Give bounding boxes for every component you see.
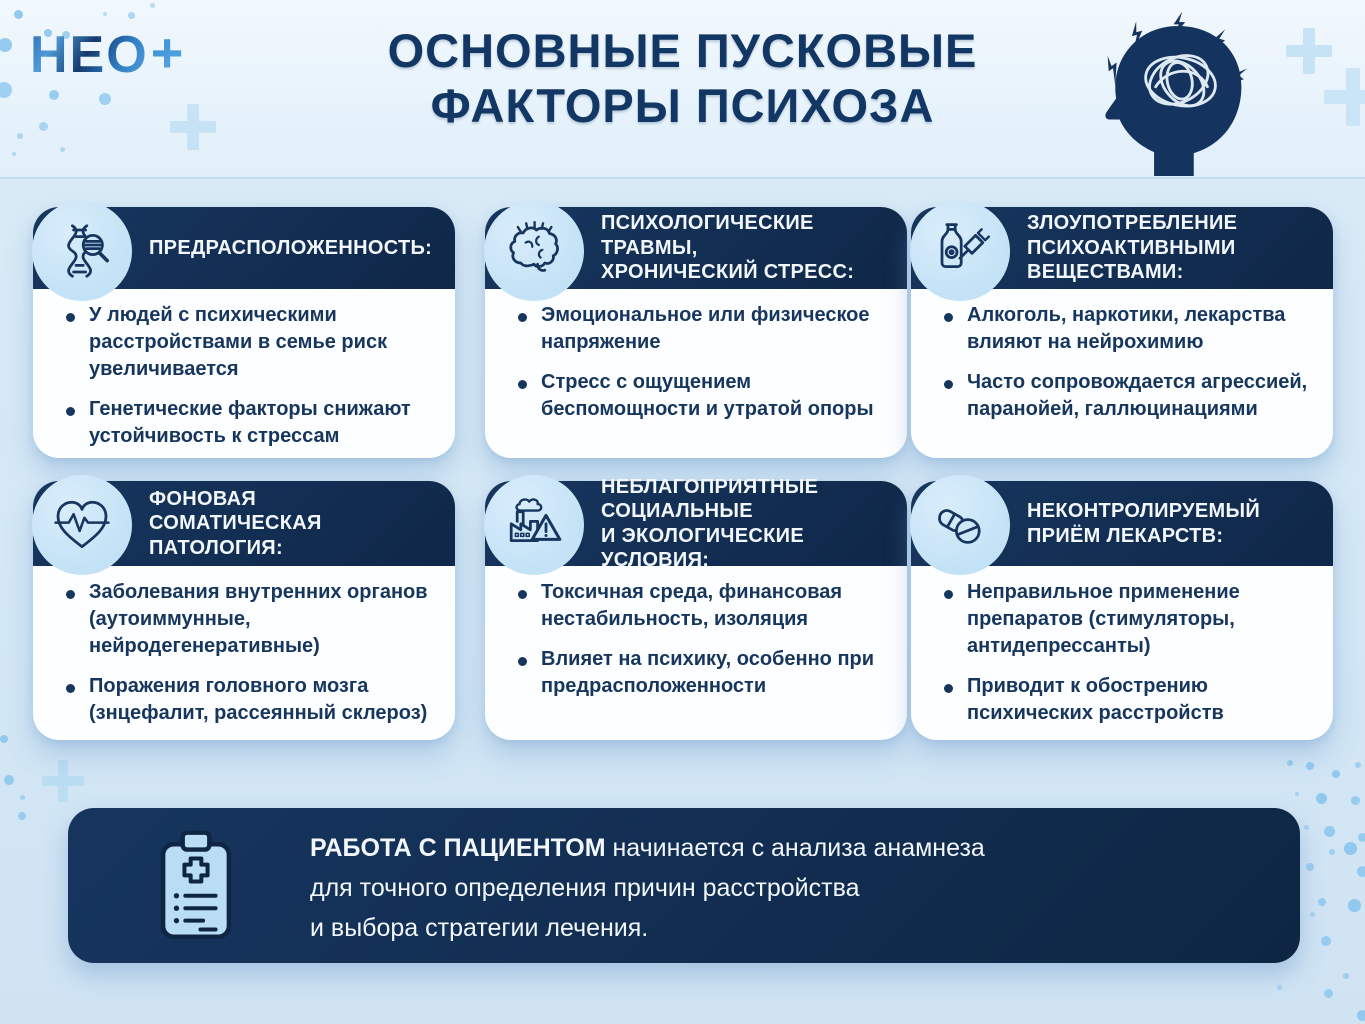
icon-circle <box>910 201 1010 301</box>
card-body <box>911 566 1333 727</box>
decor-dot <box>0 735 8 743</box>
bullet-item: Неправильное применение препаратов (стимуляторы, антидепрессанты) <box>937 579 1317 660</box>
card-body <box>911 289 1333 423</box>
decor-dot <box>1287 760 1293 766</box>
page-title-line2: ФАКТОРЫ ПСИХОЗА <box>430 78 935 132</box>
bullet-item: Часто сопровождается агрессией, паранойей, галлюцинациями <box>937 369 1317 423</box>
decor-dot <box>12 152 16 156</box>
decor-dot <box>18 812 26 820</box>
decor-dot <box>150 3 155 8</box>
pills-icon <box>930 495 990 555</box>
decor-dot <box>1348 899 1361 912</box>
decor-dot <box>1357 866 1365 877</box>
bullet-item: Эмоциональное или физическое напряжение <box>511 302 891 356</box>
bullet-item: Влияет на психику, особенно при предрасположенности <box>511 646 891 700</box>
card-substance-abuse <box>911 207 1333 458</box>
banner-line3: и выбора стратегии лечения. <box>310 914 649 942</box>
decor-dot <box>1358 833 1365 842</box>
card-social-conditions <box>485 475 907 740</box>
bullet-item: Генетические факторы снижают устойчивость к стрессам <box>59 396 439 450</box>
bullet-item: Стресс с ощущением беспомощности и утратой опоры <box>511 369 891 423</box>
decor-dot <box>1357 1010 1365 1021</box>
card-title: ЗЛОУПОТРЕБЛЕНИЕ ПСИХОАКТИВНЫМИ ВЕЩЕСТВАМИ: <box>911 207 1333 289</box>
bullet-item: Приводит к обострению психических расстройств <box>937 673 1317 727</box>
page-title-line1: ОСНОВНЫЕ ПУСКОВЫЕ <box>387 24 978 77</box>
clipboard-icon <box>156 826 236 946</box>
bullet-item: У людей с психическими расстройствами в семье риск увеличивается <box>59 302 439 383</box>
decor-dot <box>103 12 107 16</box>
card-body <box>33 289 455 450</box>
decor-dot <box>1329 849 1335 855</box>
decor-dot <box>14 10 23 19</box>
card-body <box>33 566 455 727</box>
decor-dot <box>1321 936 1331 946</box>
heart-ekg-icon <box>52 495 112 555</box>
decor-dot <box>1316 793 1327 804</box>
decor-dot <box>1304 825 1309 830</box>
icon-circle <box>32 475 132 575</box>
card-uncontrolled-medication <box>911 481 1333 740</box>
logo-text: НЕО <box>30 26 149 84</box>
card-title: ПРЕДРАСПОЛОЖЕННОСТЬ: <box>33 207 455 289</box>
banner-text <box>310 828 985 948</box>
card-body <box>485 566 907 700</box>
icon-circle <box>484 201 584 301</box>
decor-dot <box>1332 770 1340 778</box>
banner-line2: для точного определения причин расстройства <box>310 874 860 902</box>
icon-circle <box>484 475 584 575</box>
decor-dot <box>60 147 65 152</box>
decor-dot <box>1295 792 1299 796</box>
decor-dot <box>1343 973 1349 979</box>
card-body <box>485 289 907 423</box>
decor-dot <box>1306 863 1314 871</box>
decor-dot <box>128 12 135 19</box>
bullet-item: Токсичная среда, финансовая нестабильность, изоляция <box>511 579 891 633</box>
decor-dot <box>4 775 14 785</box>
card-title: ПСИХОЛОГИЧЕСКИЕ ТРАВМЫ, ХРОНИЧЕСКИЙ СТРЕСС: <box>485 207 907 289</box>
decor-dot <box>1310 912 1315 917</box>
card-title: НЕБЛАГОПРИЯТНЫЕ СОЦИАЛЬНЫЕ И ЭКОЛОГИЧЕСКИЕ УСЛОВИЯ: <box>485 481 907 566</box>
decor-dot <box>1277 985 1282 990</box>
icon-circle <box>32 201 132 301</box>
decor-dot <box>1344 842 1357 855</box>
patient-work-banner <box>68 808 1300 963</box>
decor-dot <box>1355 762 1361 768</box>
bullet-item: Поражения головного мозга (знцефалит, рассеянный склероз) <box>59 673 439 727</box>
stressed-brain-icon <box>504 221 564 281</box>
banner-line1: РАБОТА С ПАЦИЕНТОМ начинается с анализа анамнеза <box>310 834 985 862</box>
decor-dot <box>1318 898 1326 906</box>
logo-plus-icon: + <box>150 21 184 84</box>
divider-line <box>0 177 1365 179</box>
card-title: ФОНОВАЯ СОМАТИЧЕСКАЯ ПАТОЛОГИЯ: <box>33 481 455 566</box>
card-psych-trauma <box>485 207 907 458</box>
bullet-item: Алкоголь, наркотики, лекарства влияют на нейрохимию <box>937 302 1317 356</box>
bullet-item: Заболевания внутренних органов (аутоиммунные, нейродегенеративные) <box>59 579 439 660</box>
decor-dot <box>1306 762 1314 770</box>
decor-dot <box>1324 826 1335 837</box>
stressed-head-icon <box>1088 4 1266 176</box>
decor-dot <box>1351 796 1360 805</box>
card-somatic-pathology <box>33 481 455 740</box>
dna-magnifier-icon <box>52 221 112 281</box>
card-predisposition <box>33 207 455 458</box>
bottle-syringe-icon <box>930 221 990 281</box>
decor-plus-icon <box>42 760 84 802</box>
icon-circle <box>910 475 1010 575</box>
decor-dot <box>20 795 25 800</box>
banner-title: РАБОТА С ПАЦИЕНТОМ <box>310 834 606 862</box>
factory-warning-icon <box>504 495 564 555</box>
card-title: НЕКОНТРОЛИРУЕМЫЙ ПРИЁМ ЛЕКАРСТВ: <box>911 481 1333 566</box>
decor-dot <box>1324 989 1333 998</box>
